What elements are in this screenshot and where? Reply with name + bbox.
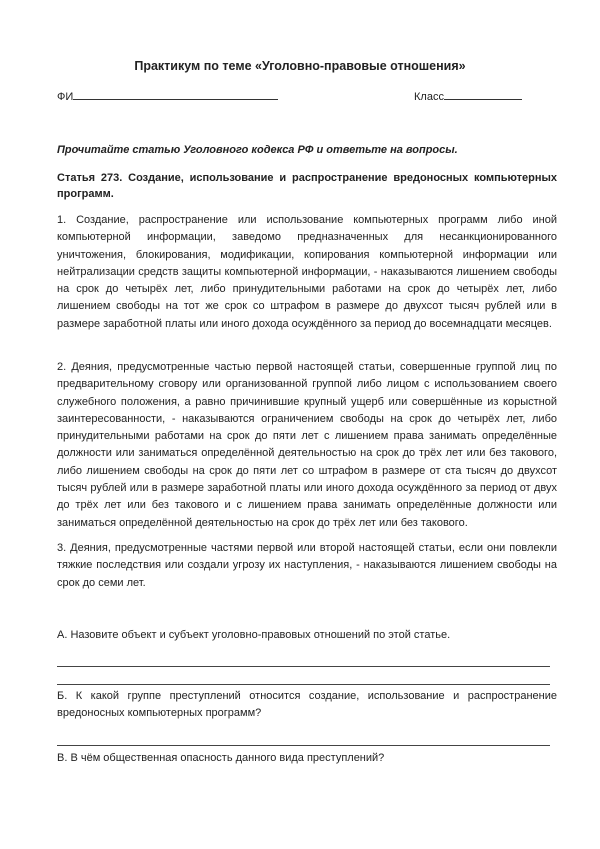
article-paragraph-1: 1. Создание, распространение или использование компьютерных программ либо иной компьютерной информации, заведомо предназначенных для несанкционированного уничтожения, блокирования, модификации, копирования компьютерной информации или нейтрализации средств защиты компьютерной информации, - наказываются лишением свободы на срок до четырёх лет, либо принудительными работами на срок до четырёх лет, либо лишением свободы на тот же срок со штрафом в размере до двухсот тысяч рублей или в размере заработной платы или иного дохода осуждённого за период до восемнадцати месяцев. xyxy=(57,214,557,330)
question-c: В. В чём общественная опасность данного вида преступлений? xyxy=(57,752,385,764)
class-field xyxy=(414,90,522,103)
name-blank-line xyxy=(73,90,278,100)
question-b: Б. К какой группе преступлений относится создание, использование и распространение вредоносных компьютерных программ? xyxy=(57,690,557,720)
question-a: А. Назовите объект и субъект уголовно-правовых отношений по этой статье. xyxy=(57,629,451,641)
article-title: Статья 273. Создание, использование и распространение вредоносных компьютерных программ. xyxy=(57,172,557,200)
page-title: Практикум по теме «Уголовно-правовые отношения» xyxy=(134,59,466,73)
answer-line xyxy=(57,666,550,667)
class-blank-line xyxy=(444,90,522,100)
answer-line xyxy=(57,745,550,746)
article-paragraph-2: 2. Деяния, предусмотренные частью первой настоящей статьи, совершенные группой лиц по предварительному сговору или организованной группой либо лицом с использованием своего служебного положения, а равно причинившие крупный ущерб или совершённые из корыстной заинтересованности, - наказываются ограничением свободы на срок до четырёх лет, либо принудительными работами на срок до пяти лет с лишением права занимать определённые должности или заниматься определённой деятельностью на срок до трёх лет или без такового, либо лишением свободы на срок до пяти лет со штрафом в размере от ста тысяч до двухсот тысяч рублей или в размере заработной платы или иного дохода осуждённого за период от двух до трёх лет или без такового и с лишением права занимать определённые должности или заниматься определённой деятельностью на срок до трёх лет или без такового. xyxy=(57,361,557,529)
article-paragraph-3: 3. Деяния, предусмотренные частями первой или второй настоящей статьи, если они повлекли тяжкие последствия или создали угрозу их наступления, - наказываются лишением свободы на срок до семи лет. xyxy=(57,542,557,589)
answer-line xyxy=(57,684,550,685)
name-label: ФИ xyxy=(57,91,74,103)
class-label: Класс xyxy=(414,91,444,103)
instruction-text: Прочитайте статью Уголовного кодекса РФ и ответьте на вопросы. xyxy=(57,144,458,156)
name-field xyxy=(57,90,278,103)
